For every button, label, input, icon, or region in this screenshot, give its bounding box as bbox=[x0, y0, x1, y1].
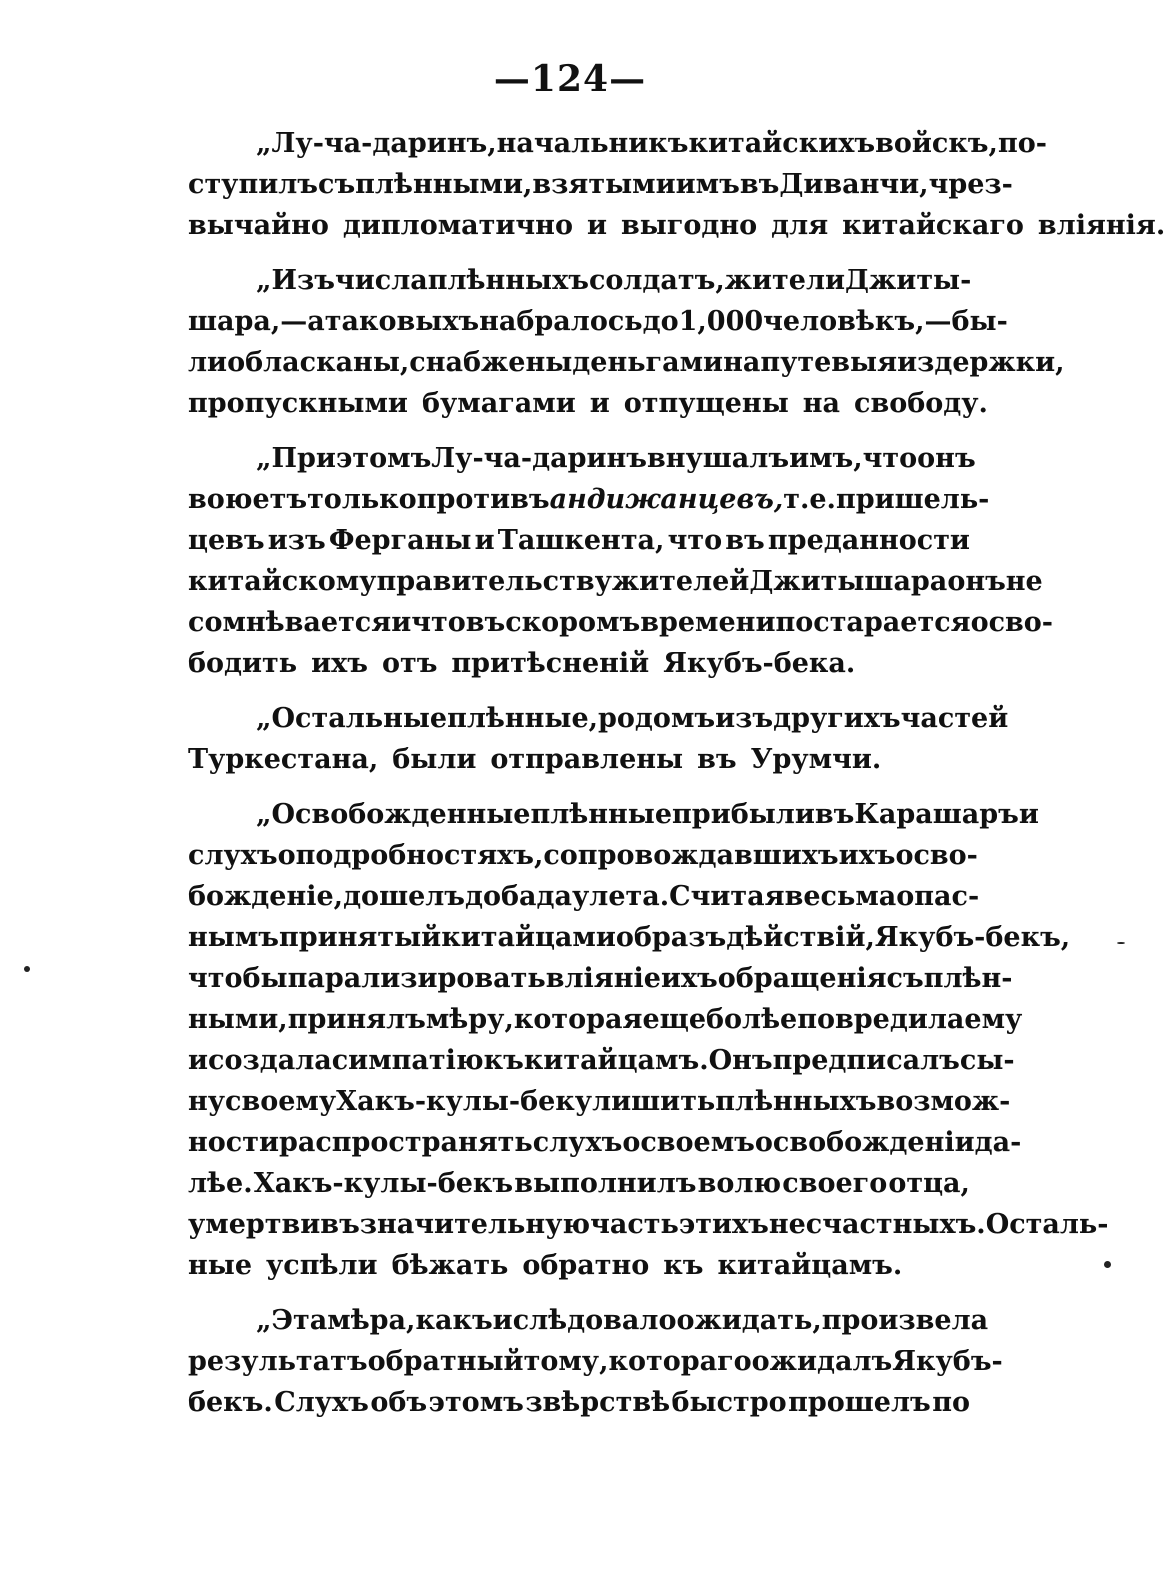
text-line: ну своему Хакъ-кулы-беку лишить плѣнныхъ возмож- bbox=[188, 1086, 1011, 1117]
text-line: воюетъ только противъ андижанцевъ, т. е. пришель- bbox=[188, 484, 990, 515]
text-line: бодить ихъ отъ притѣсненій Якубъ-бека. bbox=[188, 648, 856, 679]
text-line: „При этомъ Лу-ча-даринъ внушалъ имъ, что онъ bbox=[256, 443, 976, 474]
text-line: ступилъ съ плѣнными, взятыми имъ въ Диванчи, чрез- bbox=[188, 169, 1013, 200]
text-line: ли обласканы, снабжены деньгами на путевыя издержки, bbox=[188, 347, 1065, 378]
text-line: ности распространять слухъ о своемъ освобожденіи да- bbox=[188, 1127, 1022, 1158]
scan-speck bbox=[24, 966, 30, 972]
text-line: сомнѣвается и что въ скоромъ времени постарается осво- bbox=[188, 607, 1054, 638]
paragraph bbox=[188, 703, 1009, 785]
body-text bbox=[188, 128, 1165, 1442]
text-line: чтобы парализировать вліяніе ихъ обращенія съ плѣн- bbox=[188, 963, 1013, 994]
text-line: ными, принялъ мѣру, которая еще болѣе повредила ему bbox=[188, 1004, 1023, 1035]
text-line: бекъ. Слухъ объ этомъ звѣрствѣ быстро прошелъ по bbox=[188, 1387, 970, 1418]
text-line: нымъ принятый китайцами образъ дѣйствій, Якубъ-бекъ, bbox=[188, 922, 1071, 953]
text-line: ные успѣли бѣжать обратно къ китайцамъ. bbox=[188, 1250, 903, 1281]
text-line: китайскому правительству жителей Джитышара онъ не bbox=[188, 566, 1043, 597]
paragraph bbox=[188, 443, 1054, 689]
text-line: результатъ обратный тому, котораго ожидалъ Якубъ- bbox=[188, 1346, 1003, 1377]
paragraph bbox=[188, 1305, 1003, 1428]
text-line: вычайно дипломатично и выгодно для китайскаго вліянія. bbox=[188, 210, 1165, 241]
page-number: —124— bbox=[493, 58, 647, 100]
scan-speck bbox=[1104, 1261, 1111, 1268]
paragraph bbox=[188, 265, 1065, 429]
paragraph bbox=[188, 128, 1165, 251]
text-line: божденіе, дошелъ до бадаулета. Считая весьма опас- bbox=[188, 881, 980, 912]
text-line: и создала симпатію къ китайцамъ. Онъ предписалъ сы- bbox=[188, 1045, 1015, 1076]
scan-speck bbox=[1117, 942, 1125, 944]
text-line: лѣе. Хакъ-кулы-бекъ выполнилъ волю своего отца, bbox=[188, 1168, 970, 1199]
text-line: „Освобожденные плѣнные прибыли въ Карашаръ и bbox=[256, 799, 1039, 830]
text-line: „Эта мѣра, какъ и слѣдовало ожидать, произвела bbox=[256, 1305, 989, 1336]
text-line: цевъ изъ Ферганы и Ташкента, что въ преданности bbox=[188, 525, 970, 556]
text-line: „Остальные плѣнные, родомъ изъ другихъ частей bbox=[256, 703, 1009, 734]
paragraph bbox=[188, 799, 1109, 1291]
text-line: Туркестана, были отправлены въ Урумчи. bbox=[188, 744, 882, 775]
text-line: слухъ о подробностяхъ, сопровождавшихъ ихъ осво- bbox=[188, 840, 978, 871]
text-line: шара,—а таковыхъ набралось до 1,000 человѣкъ,—бы- bbox=[188, 306, 1008, 337]
text-line: „Лу-ча-даринъ, начальникъ китайскихъ войскъ, по- bbox=[256, 128, 1047, 159]
text-line: „Изъ числа плѣнныхъ солдатъ, жители Джиты- bbox=[256, 265, 972, 296]
text-line: умертвивъ значительную часть этихъ несчастныхъ. Осталь- bbox=[188, 1209, 1109, 1240]
text-line: пропускными бумагами и отпущены на свободу. bbox=[188, 388, 988, 419]
